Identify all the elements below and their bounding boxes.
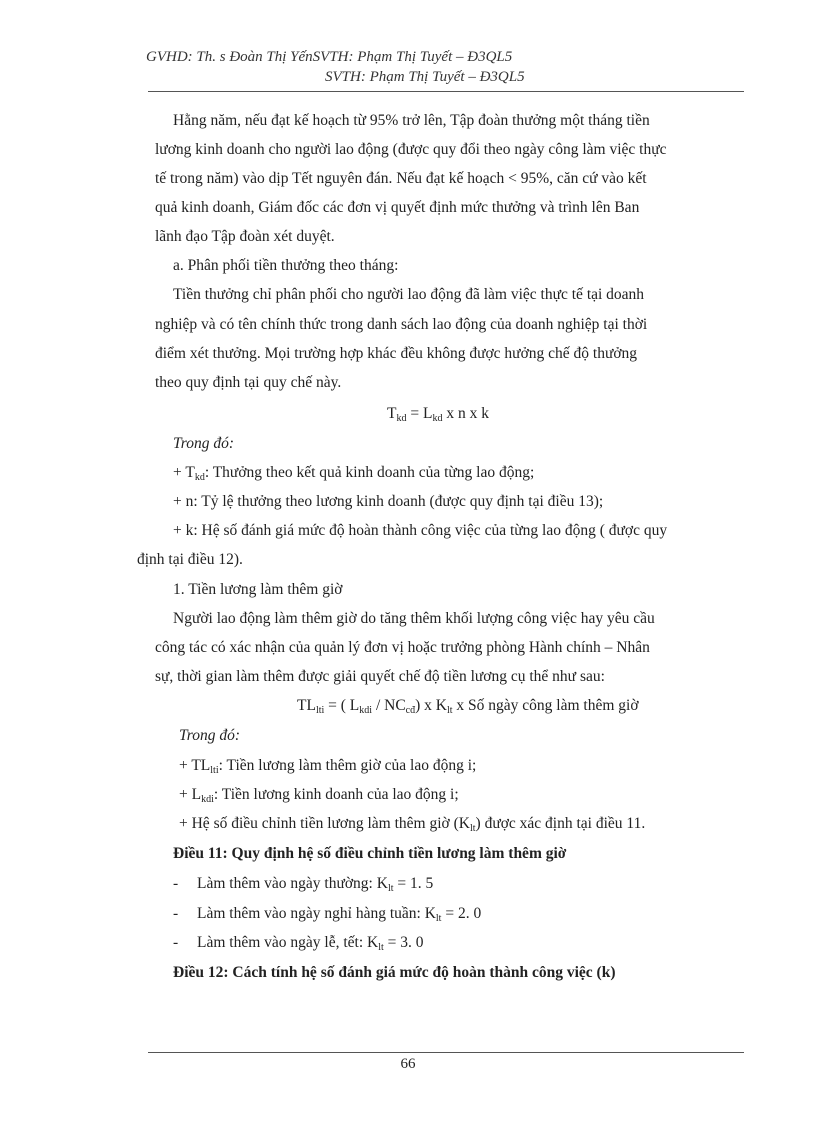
paragraph-line: Hằng năm, nếu đạt kế hoạch từ 95% trở lên, Tập đoàn thưởng một tháng tiền [173,112,650,129]
paragraph-line: điểm xét thưởng. Mọi trường hợp khác đều không được hưởng chế độ thưởng [155,345,638,362]
definition-n: + n: Tỷ lệ thưởng theo lương kinh doanh (được quy định tại điều 13); [173,493,604,510]
section-heading-a: a. Phân phối tiền thưởng theo tháng: [173,257,399,274]
definition-k-cont: định tại điều 12). [137,551,243,568]
paragraph-line: nghiệp và có tên chính thức trong danh sách lao động của doanh nghiệp tại thời [155,316,648,333]
list-item: - Làm thêm vào ngày thường: $K_{lt} = 1$. 5 [173,875,434,894]
article-12-heading: Điều 12: Cách tính hệ số đánh giá mức độ hoàn thành công việc (k) [173,964,616,981]
formula-overtime: $TL_{lti}$ = ( $L_{kdi} / NC_{cđ}$) x $K_{lt}$ x Số ngày công làm thêm giờ [297,697,639,716]
paragraph-line: Người lao động làm thêm giờ do tăng thêm khối lượng công việc hay yêu cầu [173,610,655,627]
trong-do-label: Trong đó: [179,727,241,744]
paragraph-line: quả kinh doanh, Giám đốc các đơn vị quyết định mức thưởng và trình lên Ban [155,199,640,216]
footer-rule [148,1052,744,1053]
header-line-2: SVTH: Phạm Thị Tuyết – Đ3QL5 [325,69,525,85]
paragraph-line: lãnh đạo Tập đoàn xét duyệt. [155,228,335,245]
header-line-1: GVHD: Th. s Đoàn Thị YếnSVTH: Phạm Thị Tuyết – Đ3QL5 [146,49,513,65]
paragraph-line: Tiền thưởng chỉ phân phối cho người lao động đã làm việc thực tế tại doanh [173,286,645,303]
definition-klt: + Hệ số điều chỉnh tiền lương làm thêm giờ $(K_{lt})$ được xác định tại điều 11. [179,815,646,834]
trong-do-label: Trong đó: [173,435,235,452]
definition-l: + $L_{kdi}$: Tiền lương kinh doanh của lao động i; [179,786,459,805]
header-rule [148,91,744,92]
paragraph-line: tế trong năm) vào dịp Tết nguyên đán. Nếu đạt kế hoạch < 95%, căn cứ vào kết [155,170,647,187]
paragraph-line: công tác có xác nhận của quản lý đơn vị hoặc trưởng phòng Hành chính – Nhân [155,639,650,656]
paragraph-line: lương kinh doanh cho người lao động (được quy đổi theo ngày công làm việc thực [155,141,667,158]
list-item: - Làm thêm vào ngày lễ, tết: $K_{lt} = 3$. 0 [173,934,424,953]
article-11-heading: Điều 11: Quy định hệ số điều chỉnh tiền lương làm thêm giờ [173,845,567,862]
section-heading-1: 1. Tiền lương làm thêm giờ [173,581,343,598]
paragraph-line: sự, thời gian làm thêm được giải quyết chế độ tiền lương cụ thể như sau: [155,668,605,685]
formula-bonus: $T_{kd} = L_{kd}$ x n x k [387,405,489,424]
definition-tkd: + $T_{kd}$: Thưởng theo kết quả kinh doanh của từng lao động; [173,464,535,483]
definition-k: + k: Hệ số đánh giá mức độ hoàn thành công việc của từng lao động ( được quy [173,522,668,539]
page-number: 66 [400,1056,416,1072]
paragraph-line: theo quy định tại quy chế này. [155,374,342,391]
list-item: - Làm thêm vào ngày nghỉ hàng tuần: $K_{lt} = 2$. 0 [173,905,482,924]
definition-tl: + $TL_{lti}$: Tiền lương làm thêm giờ của lao động i; [179,757,477,776]
